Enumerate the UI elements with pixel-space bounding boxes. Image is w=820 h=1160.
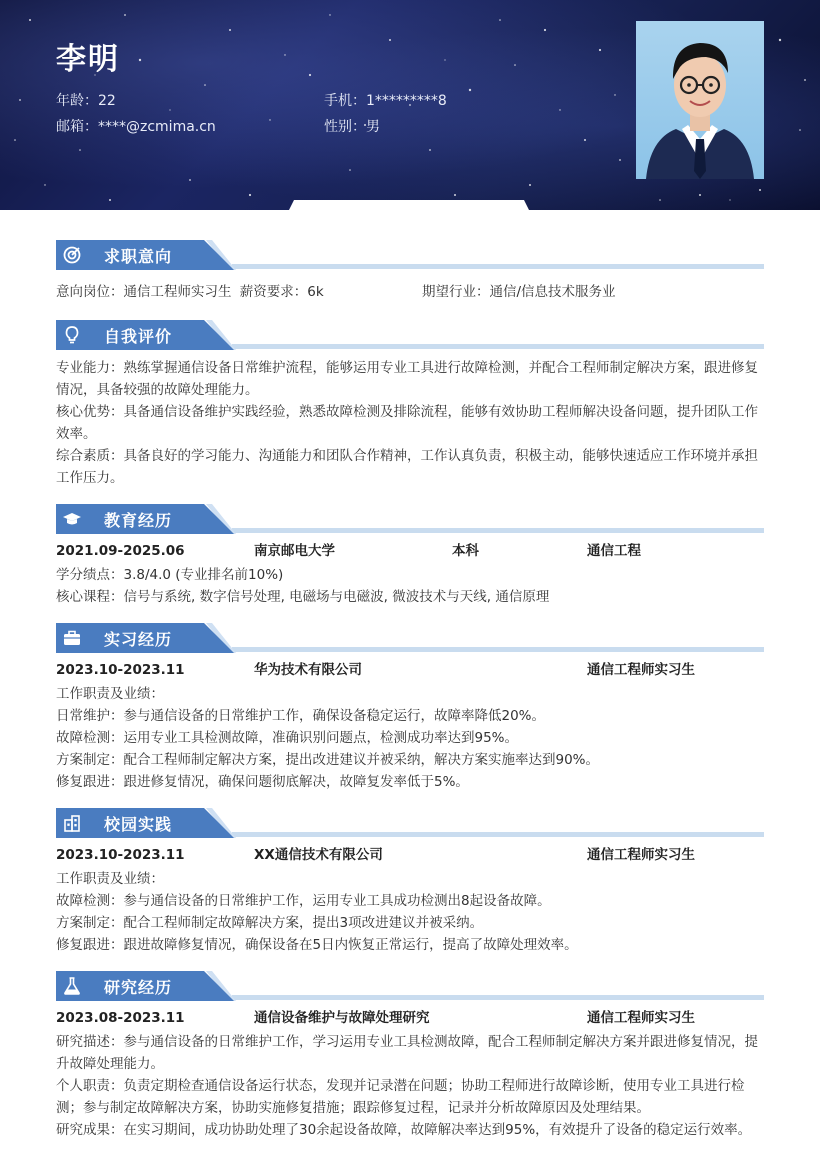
- self-eval-line: 综合素质：具备良好的学习能力、沟通能力和团队合作精神，工作认真负责，积极主动，能够快速适应工作环境并承担工作压力。: [56, 448, 758, 486]
- buildings-icon: [62, 813, 82, 833]
- age-info: 年龄：22: [56, 93, 116, 109]
- section-header-self-eval: [56, 318, 764, 352]
- research-project: 通信设备维护与故障处理研究: [254, 1010, 430, 1026]
- gender-info: 性别：男: [324, 119, 380, 135]
- internship-date: 2023.10-2023.11: [56, 662, 185, 678]
- education-date: 2021.09-2025.06: [56, 543, 185, 559]
- research-line: 个人职责：负责定期检查通信设备运行状态，发现并记录潜在问题；协助工程师进行故障诊断，使用专业工具进行检测；参与制定故障解决方案，协助实施修复措施；跟踪修复过程，记录并分析故障原因及处理结果。: [56, 1078, 745, 1116]
- education-row: [56, 540, 766, 562]
- education-major: 通信工程: [587, 543, 641, 559]
- resume-header: [0, 0, 820, 210]
- research-row: [56, 1007, 766, 1029]
- internship-line: 故障检测：运用专业工具检测故障，准确识别问题点，检测成功率达到95%。: [56, 730, 519, 746]
- section-title: 研究经历: [104, 978, 173, 997]
- intent-salary: 薪资要求：6k: [239, 284, 324, 300]
- campus-line: 修复跟进：跟进故障修复情况，确保设备在5日内恢复正常运行，提高了故障处理效率。: [56, 937, 578, 953]
- section-title: 自我评价: [104, 327, 173, 346]
- briefcase-icon: [62, 628, 82, 648]
- education-courses: 核心课程：信号与系统, 数字信号处理, 电磁场与电磁波, 微波技术与天线, 通信原理: [56, 589, 550, 605]
- section-header-campus: [56, 806, 764, 840]
- section-rule: [232, 264, 764, 269]
- intent-industry: 期望行业：通信/信息技术服务业: [422, 284, 616, 300]
- self-eval-line: 核心优势：具备通信设备维护实践经验，熟悉故障检测及排除流程，能够有效协助工程师解决设备问题，提升团队工作效率。: [56, 404, 758, 442]
- internship-line: 方案制定：配合工程师制定解决方案，提出改进建议并被采纳，解决方案实施率达到90%。: [56, 752, 600, 768]
- intent-position: 意向岗位：通信工程师实习生: [56, 284, 232, 300]
- phone-info: 手机：1*********8: [324, 93, 447, 109]
- internship-company: 华为技术有限公司: [254, 662, 362, 678]
- internship-role: 通信工程师实习生: [587, 662, 695, 678]
- campus-company: XX通信技术有限公司: [254, 847, 383, 863]
- research-line: 研究描述：参与通信设备的日常维护工作，学习运用专业工具检测故障，配合工程师制定解决方案并跟进修复情况，提升故障处理能力。: [56, 1034, 758, 1072]
- education-school: 南京邮电大学: [254, 543, 335, 559]
- research-body: [56, 1031, 766, 1160]
- internship-line: 工作职责及业绩：: [56, 686, 164, 702]
- research-role: 通信工程师实习生: [587, 1010, 695, 1026]
- section-title: 实习经历: [104, 630, 173, 649]
- target-icon: [62, 245, 82, 265]
- education-body: [56, 564, 766, 608]
- section-header-research: [56, 969, 764, 1003]
- internship-row: [56, 659, 766, 681]
- header-notch-decoration: [288, 200, 530, 212]
- section-header-internship: [56, 621, 764, 655]
- campus-row: [56, 844, 766, 866]
- campus-date: 2023.10-2023.11: [56, 847, 185, 863]
- candidate-name: 李明: [56, 42, 120, 77]
- graduation-cap-icon: [62, 509, 82, 529]
- campus-line: 工作职责及业绩：: [56, 871, 164, 887]
- profile-photo: [636, 21, 764, 179]
- internship-body: [56, 683, 766, 793]
- campus-line: 方案制定：配合工程师制定故障解决方案，提出3项改进建议并被采纳。: [56, 915, 484, 931]
- campus-body: [56, 868, 766, 956]
- education-degree: 本科: [452, 543, 479, 559]
- self-eval-line: 专业能力：熟练掌握通信设备日常维护流程，能够运用专业工具进行故障检测，并配合工程师制定解决方案，跟进修复情况，具备较强的故障处理能力。: [56, 360, 758, 398]
- flask-icon: [62, 976, 82, 996]
- section-title: 校园实践: [104, 815, 173, 834]
- internship-line: 日常维护：参与通信设备的日常维护工作，确保设备稳定运行，故障率降低20%。: [56, 708, 546, 724]
- research-date: 2023.08-2023.11: [56, 1010, 185, 1026]
- lightbulb-icon: [62, 325, 82, 345]
- research-line: 研究成果：在实习期间，成功协助处理了30余起设备故障，故障解决率达到95%，有效提升了设备的稳定运行效率。: [56, 1122, 752, 1138]
- section-header-education: [56, 502, 764, 536]
- self-eval-body: [56, 357, 766, 489]
- section-header-intent: [56, 238, 764, 272]
- section-title: 求职意向: [104, 247, 173, 266]
- education-gpa: 学分绩点：3.8/4.0 (专业排名前10%): [56, 567, 284, 583]
- internship-line: 修复跟进：跟进修复情况，确保问题彻底解决，故障复发率低于5%。: [56, 774, 469, 790]
- email-info: 邮箱：****@zcmima.cn: [56, 119, 216, 135]
- campus-line: 故障检测：参与通信设备的日常维护工作，运用专业工具成功检测出8起设备故障。: [56, 893, 551, 909]
- campus-role: 通信工程师实习生: [587, 847, 695, 863]
- section-title: 教育经历: [104, 511, 173, 530]
